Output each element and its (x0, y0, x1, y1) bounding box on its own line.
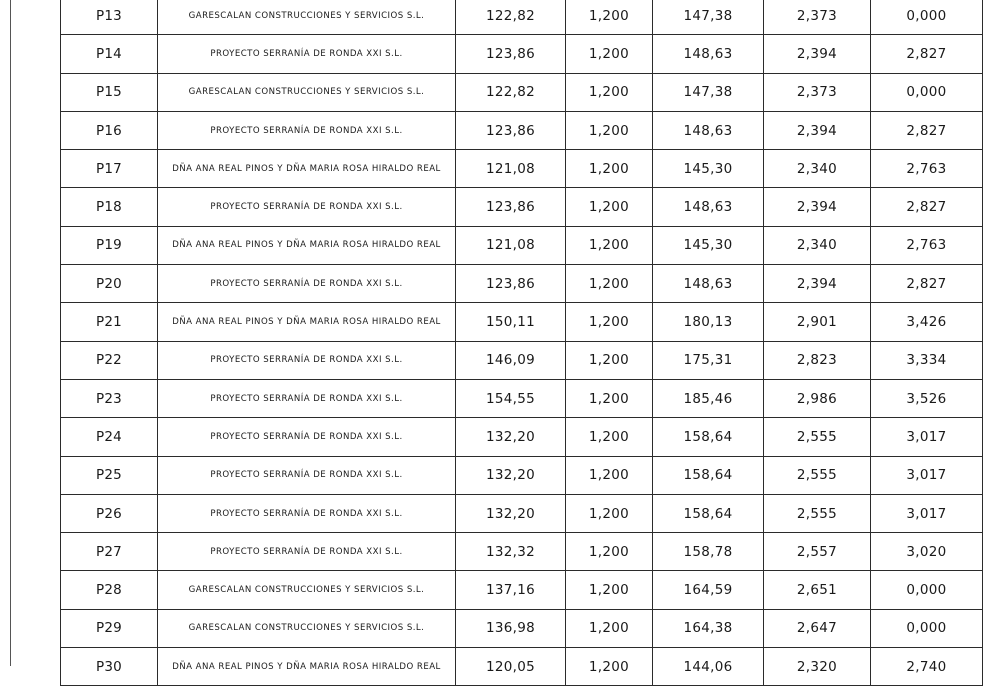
parcel-table (60, 0, 983, 686)
table-row (61, 150, 983, 188)
value-4-cell: 2,823 (764, 341, 871, 379)
owner-cell: PROYECTO SERRANÍA DE RONDA XXI S.L. (158, 341, 456, 379)
value-1-cell: 132,20 (456, 418, 566, 456)
value-5-cell: 2,827 (871, 35, 983, 73)
value-1-cell: 132,32 (456, 533, 566, 571)
value-3-cell: 185,46 (653, 379, 764, 417)
value-5-cell: 3,017 (871, 456, 983, 494)
value-1-cell: 123,86 (456, 35, 566, 73)
owner-cell: DÑA ANA REAL PINOS Y DÑA MARIA ROSA HIRALDO REAL (158, 150, 456, 188)
value-4-cell: 2,647 (764, 609, 871, 647)
parcel-code-cell: P17 (61, 150, 158, 188)
value-3-cell: 148,63 (653, 188, 764, 226)
table-row (61, 494, 983, 532)
table-row (61, 341, 983, 379)
owner-cell: PROYECTO SERRANÍA DE RONDA XXI S.L. (158, 188, 456, 226)
table-row (61, 609, 983, 647)
value-3-cell: 144,06 (653, 648, 764, 686)
table-row (61, 379, 983, 417)
value-2-cell: 1,200 (566, 73, 653, 111)
table-row (61, 418, 983, 456)
value-2-cell: 1,200 (566, 35, 653, 73)
value-2-cell: 1,200 (566, 150, 653, 188)
value-3-cell: 145,30 (653, 150, 764, 188)
value-1-cell: 121,08 (456, 226, 566, 264)
value-1-cell: 122,82 (456, 73, 566, 111)
value-1-cell: 136,98 (456, 609, 566, 647)
value-5-cell: 3,017 (871, 418, 983, 456)
value-2-cell: 1,200 (566, 0, 653, 35)
parcel-code-cell: P29 (61, 609, 158, 647)
value-1-cell: 123,86 (456, 111, 566, 149)
value-1-cell: 120,05 (456, 648, 566, 686)
value-3-cell: 164,59 (653, 571, 764, 609)
value-1-cell: 132,20 (456, 456, 566, 494)
parcel-code-cell: P30 (61, 648, 158, 686)
value-2-cell: 1,200 (566, 379, 653, 417)
value-5-cell: 2,827 (871, 111, 983, 149)
parcel-code-cell: P19 (61, 226, 158, 264)
value-1-cell: 121,08 (456, 150, 566, 188)
parcel-code-cell: P28 (61, 571, 158, 609)
parcel-code-cell: P25 (61, 456, 158, 494)
value-2-cell: 1,200 (566, 226, 653, 264)
parcel-code-cell: P14 (61, 35, 158, 73)
value-5-cell: 0,000 (871, 0, 983, 35)
value-3-cell: 180,13 (653, 303, 764, 341)
owner-cell: GARESCALAN CONSTRUCCIONES Y SERVICIOS S.L. (158, 0, 456, 35)
owner-cell: PROYECTO SERRANÍA DE RONDA XXI S.L. (158, 456, 456, 494)
table-row (61, 73, 983, 111)
value-5-cell: 3,017 (871, 494, 983, 532)
value-1-cell: 137,16 (456, 571, 566, 609)
value-2-cell: 1,200 (566, 494, 653, 532)
value-5-cell: 2,763 (871, 150, 983, 188)
value-4-cell: 2,373 (764, 0, 871, 35)
parcel-code-cell: P24 (61, 418, 158, 456)
parcel-code-cell: P15 (61, 73, 158, 111)
table-row (61, 648, 983, 686)
value-3-cell: 147,38 (653, 73, 764, 111)
value-4-cell: 2,555 (764, 418, 871, 456)
value-5-cell: 3,526 (871, 379, 983, 417)
value-3-cell: 158,78 (653, 533, 764, 571)
value-2-cell: 1,200 (566, 571, 653, 609)
value-5-cell: 3,334 (871, 341, 983, 379)
parcel-table-container (60, 0, 982, 686)
parcel-code-cell: P26 (61, 494, 158, 532)
value-2-cell: 1,200 (566, 265, 653, 303)
value-2-cell: 1,200 (566, 609, 653, 647)
value-5-cell: 2,827 (871, 188, 983, 226)
owner-cell: DÑA ANA REAL PINOS Y DÑA MARIA ROSA HIRALDO REAL (158, 226, 456, 264)
owner-cell: PROYECTO SERRANÍA DE RONDA XXI S.L. (158, 494, 456, 532)
value-4-cell: 2,651 (764, 571, 871, 609)
value-4-cell: 2,557 (764, 533, 871, 571)
value-3-cell: 147,38 (653, 0, 764, 35)
owner-cell: PROYECTO SERRANÍA DE RONDA XXI S.L. (158, 418, 456, 456)
value-1-cell: 154,55 (456, 379, 566, 417)
owner-cell: GARESCALAN CONSTRUCCIONES Y SERVICIOS S.L. (158, 73, 456, 111)
value-1-cell: 150,11 (456, 303, 566, 341)
parcel-code-cell: P16 (61, 111, 158, 149)
value-3-cell: 175,31 (653, 341, 764, 379)
page-border (10, 0, 11, 666)
table-row (61, 456, 983, 494)
parcel-code-cell: P27 (61, 533, 158, 571)
table-row (61, 265, 983, 303)
value-3-cell: 148,63 (653, 35, 764, 73)
value-3-cell: 164,38 (653, 609, 764, 647)
value-2-cell: 1,200 (566, 418, 653, 456)
value-4-cell: 2,394 (764, 111, 871, 149)
value-4-cell: 2,555 (764, 456, 871, 494)
value-2-cell: 1,200 (566, 341, 653, 379)
value-5-cell: 0,000 (871, 571, 983, 609)
parcel-table-body (61, 0, 983, 686)
value-1-cell: 123,86 (456, 188, 566, 226)
parcel-code-cell: P13 (61, 0, 158, 35)
parcel-code-cell: P23 (61, 379, 158, 417)
owner-cell: DÑA ANA REAL PINOS Y DÑA MARIA ROSA HIRALDO REAL (158, 303, 456, 341)
value-3-cell: 145,30 (653, 226, 764, 264)
value-1-cell: 146,09 (456, 341, 566, 379)
table-row (61, 303, 983, 341)
value-5-cell: 0,000 (871, 73, 983, 111)
table-row (61, 188, 983, 226)
table-row (61, 35, 983, 73)
value-4-cell: 2,394 (764, 35, 871, 73)
value-4-cell: 2,394 (764, 265, 871, 303)
value-5-cell: 2,827 (871, 265, 983, 303)
value-1-cell: 132,20 (456, 494, 566, 532)
value-3-cell: 158,64 (653, 418, 764, 456)
value-5-cell: 0,000 (871, 609, 983, 647)
owner-cell: PROYECTO SERRANÍA DE RONDA XXI S.L. (158, 265, 456, 303)
value-2-cell: 1,200 (566, 303, 653, 341)
value-3-cell: 158,64 (653, 456, 764, 494)
value-5-cell: 2,763 (871, 226, 983, 264)
value-1-cell: 122,82 (456, 0, 566, 35)
parcel-code-cell: P22 (61, 341, 158, 379)
value-1-cell: 123,86 (456, 265, 566, 303)
owner-cell: GARESCALAN CONSTRUCCIONES Y SERVICIOS S.L. (158, 571, 456, 609)
value-4-cell: 2,373 (764, 73, 871, 111)
parcel-code-cell: P21 (61, 303, 158, 341)
owner-cell: PROYECTO SERRANÍA DE RONDA XXI S.L. (158, 379, 456, 417)
owner-cell: PROYECTO SERRANÍA DE RONDA XXI S.L. (158, 35, 456, 73)
value-2-cell: 1,200 (566, 533, 653, 571)
owner-cell: DÑA ANA REAL PINOS Y DÑA MARIA ROSA HIRALDO REAL (158, 648, 456, 686)
value-2-cell: 1,200 (566, 111, 653, 149)
value-2-cell: 1,200 (566, 648, 653, 686)
table-row (61, 111, 983, 149)
value-4-cell: 2,901 (764, 303, 871, 341)
value-4-cell: 2,986 (764, 379, 871, 417)
value-2-cell: 1,200 (566, 456, 653, 494)
value-5-cell: 2,740 (871, 648, 983, 686)
value-4-cell: 2,340 (764, 150, 871, 188)
parcel-code-cell: P20 (61, 265, 158, 303)
owner-cell: PROYECTO SERRANÍA DE RONDA XXI S.L. (158, 533, 456, 571)
value-2-cell: 1,200 (566, 188, 653, 226)
table-row (61, 226, 983, 264)
value-3-cell: 148,63 (653, 265, 764, 303)
table-row (61, 0, 983, 35)
owner-cell: PROYECTO SERRANÍA DE RONDA XXI S.L. (158, 111, 456, 149)
value-3-cell: 148,63 (653, 111, 764, 149)
value-4-cell: 2,320 (764, 648, 871, 686)
value-4-cell: 2,555 (764, 494, 871, 532)
parcel-code-cell: P18 (61, 188, 158, 226)
value-3-cell: 158,64 (653, 494, 764, 532)
owner-cell: GARESCALAN CONSTRUCCIONES Y SERVICIOS S.L. (158, 609, 456, 647)
value-4-cell: 2,340 (764, 226, 871, 264)
table-row (61, 533, 983, 571)
value-5-cell: 3,020 (871, 533, 983, 571)
value-5-cell: 3,426 (871, 303, 983, 341)
table-row (61, 571, 983, 609)
value-4-cell: 2,394 (764, 188, 871, 226)
